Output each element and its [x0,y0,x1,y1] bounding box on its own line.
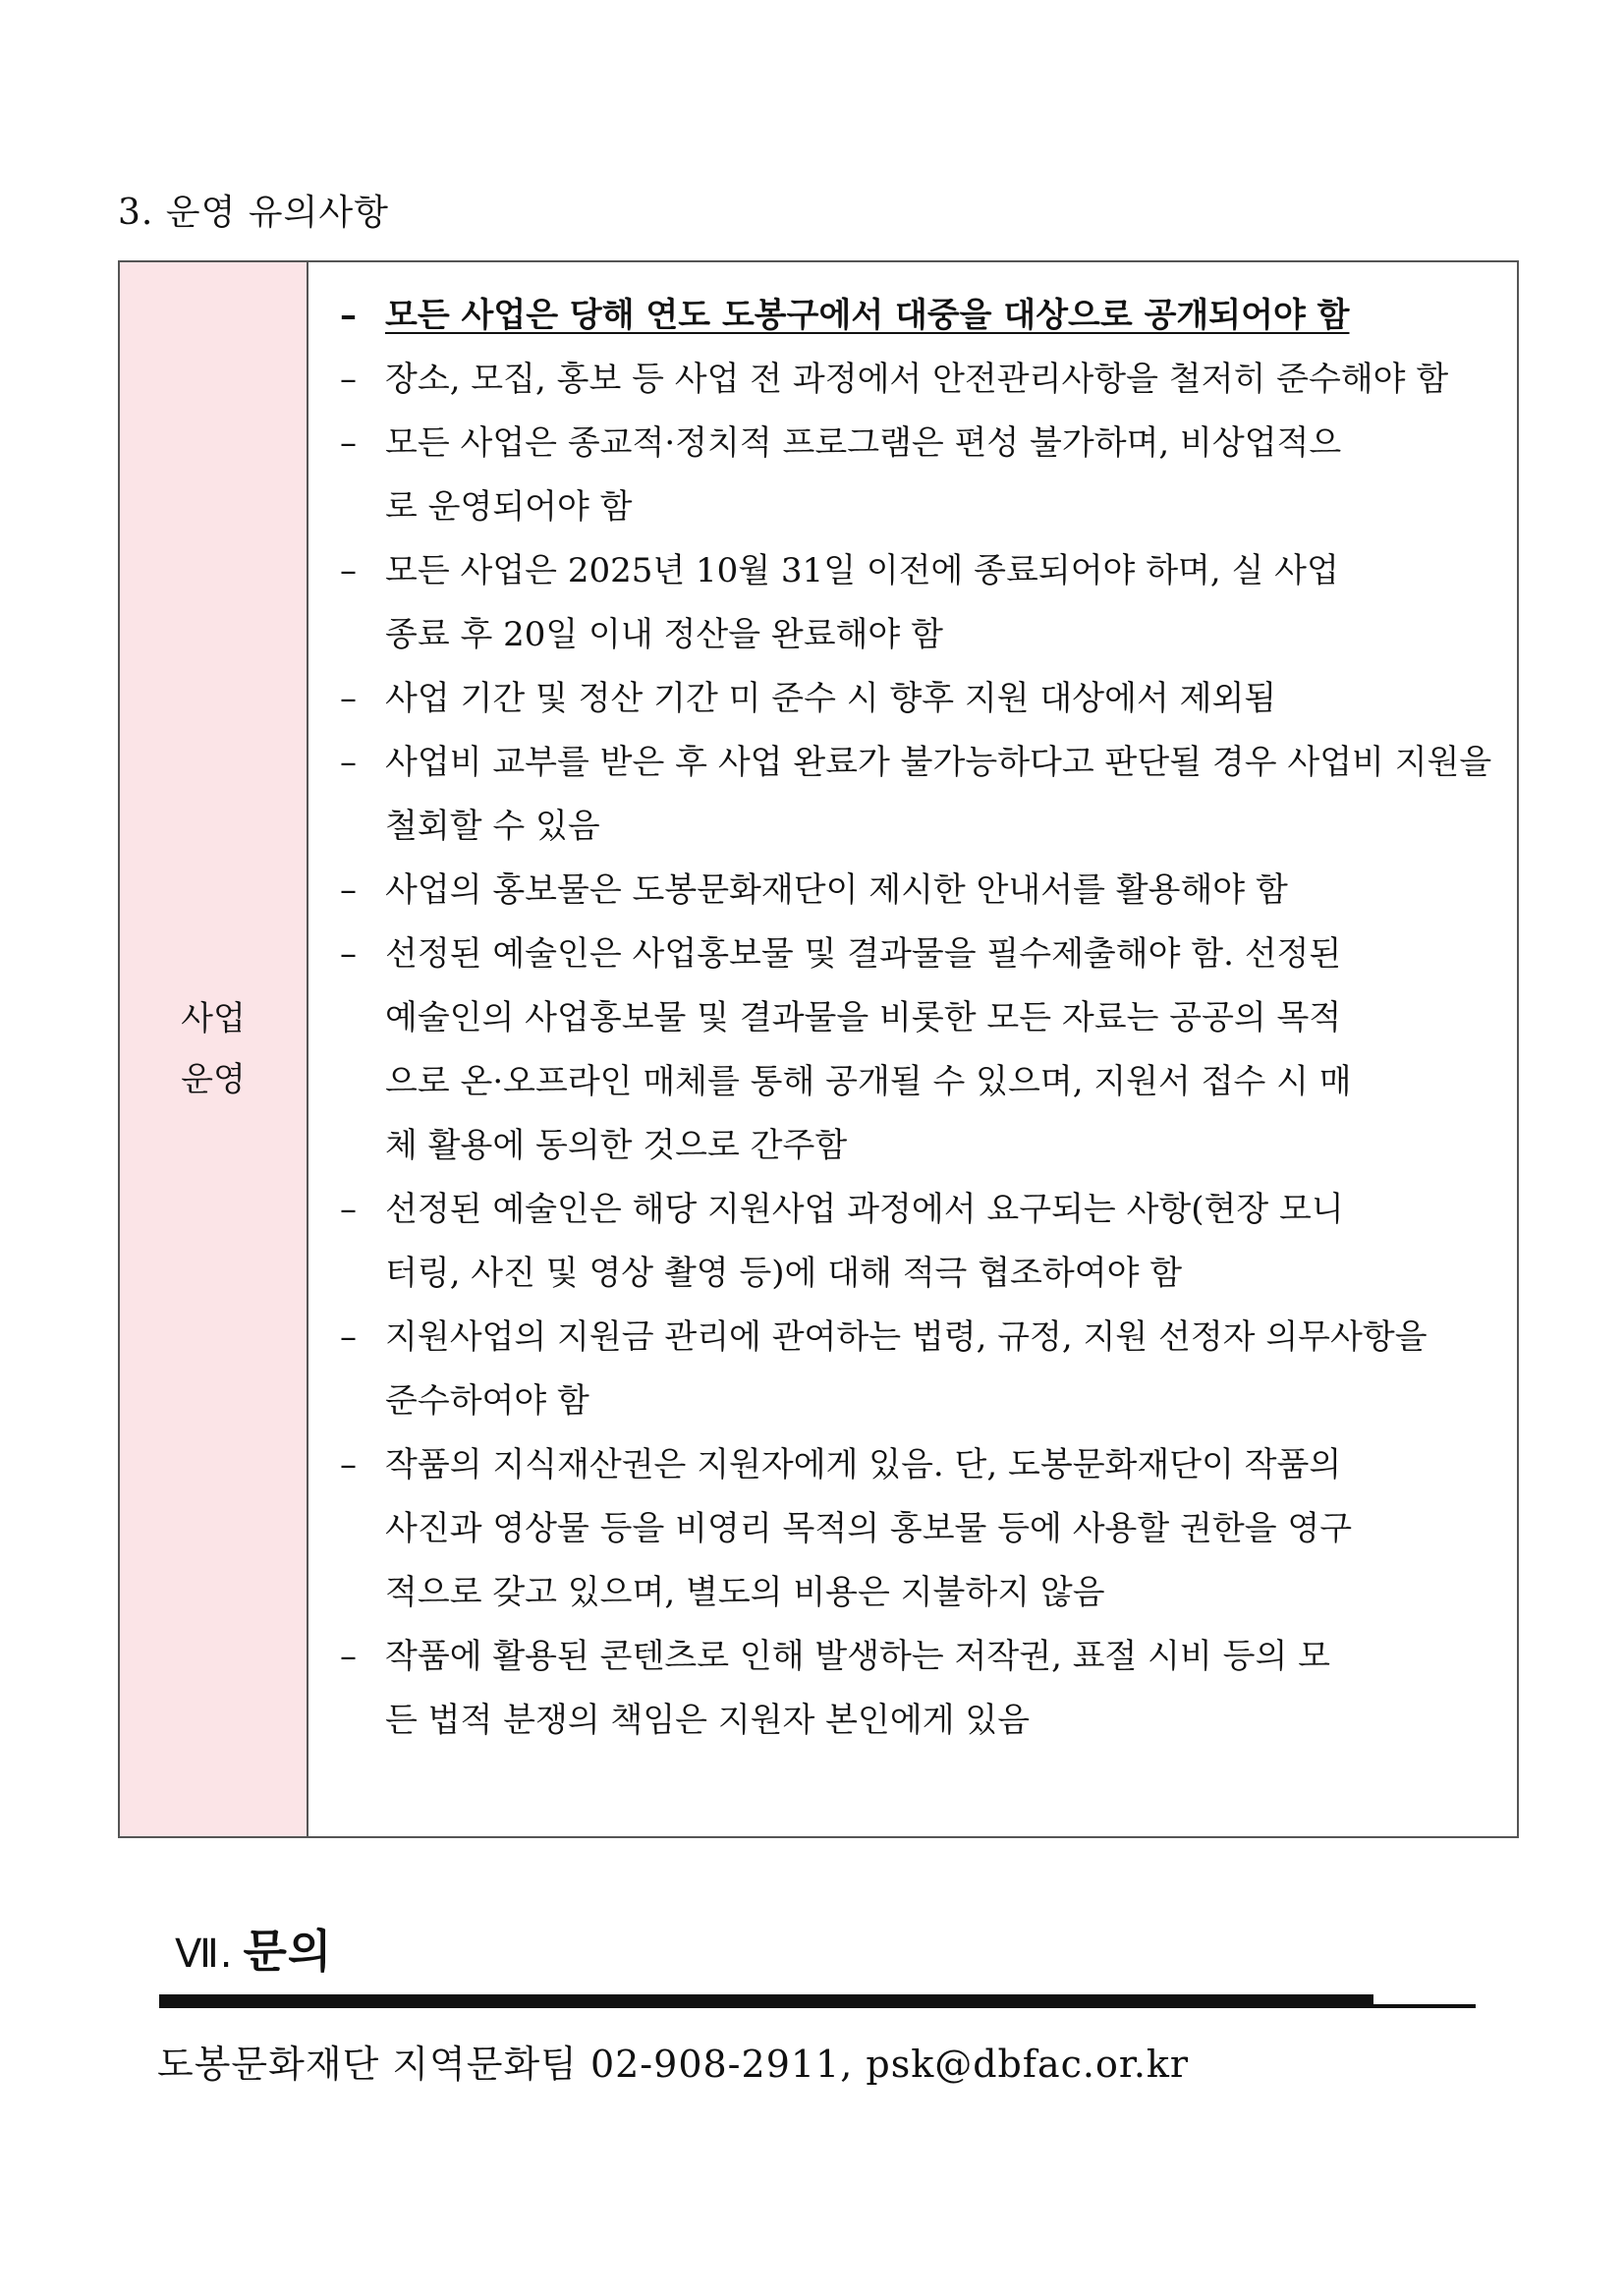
list-item-text: 사업비 교부를 받은 후 사업 완료가 불가능하다고 판단될 경우 사업비 지원을 [385,743,1492,782]
list-item-line [340,1306,1505,1370]
bullet-dash: – [340,1317,357,1357]
list-item-text: 든 법적 분쟁의 책임은 지원자 본인에게 있음 [385,1701,1031,1740]
operation-notes-table [118,260,1519,1838]
row-label-line: 운영 [181,1060,246,1099]
heading-rule-tail [1373,2004,1476,2008]
bullet-dash: – [340,551,357,590]
list-item-continuation [340,1561,1505,1625]
notes-list-item [340,731,1505,859]
list-item-text: 종료 후 20일 이내 정산을 완료해야 함 [385,615,943,654]
notes-list-item [340,667,1505,731]
notes-list-item [340,923,1505,1178]
list-item-text: 모든 사업은 종교적·정치적 프로그램은 편성 불가하며, 비상업적으 [385,423,1342,463]
list-item-text: 작품의 지식재산권은 지원자에게 있음. 단, 도봉문화재단이 작품의 [385,1445,1342,1484]
list-item-text: 모든 사업은 당해 연도 도봉구에서 대중을 대상으로 공개되어야 함 [385,296,1350,335]
bullet-dash: – [340,360,357,399]
inquiry-heading [175,1916,332,1981]
heading-rule [159,1994,1373,2008]
list-item-line [340,731,1505,795]
list-item-text: 철회할 수 있음 [385,807,600,846]
notes-list-item [340,284,1505,348]
list-item-text: 예술인의 사업홍보물 및 결과물을 비롯한 모든 자료는 공공의 목적 [385,998,1342,1037]
list-item-text: 사업 기간 및 정산 기간 미 준수 시 향후 지원 대상에서 제외됨 [385,679,1277,718]
list-item-text: 체 활용에 동의한 것으로 간주함 [385,1126,848,1165]
list-item-continuation [340,1242,1505,1306]
notes-list-item [340,1306,1505,1433]
list-item-line [340,923,1505,986]
notes-list-item [340,348,1505,412]
bullet-dash: – [340,679,357,718]
contact-info: 도봉문화재단 지역문화팀 02-908-2911, psk@dbfac.or.kr [157,2043,1190,2086]
row-label-line: 사업 [181,999,246,1038]
list-item-text: 준수하여야 함 [385,1381,589,1421]
inquiry-section-number: Ⅶ. [175,1932,234,1977]
notes-list-item [340,412,1505,539]
bullet-dash: – [340,934,357,974]
bullet-dash: – [340,743,357,782]
list-item-text: 선정된 예술인은 사업홍보물 및 결과물을 필수제출해야 함. 선정된 [385,934,1342,974]
notes-list-item [340,859,1505,923]
list-item-line [340,859,1505,923]
list-item-text: 으로 온·오프라인 매체를 통해 공개될 수 있으며, 지원서 접수 시 매 [385,1062,1352,1101]
list-item-continuation [340,795,1505,859]
list-item-line [340,284,1505,348]
list-item-text: 터링, 사진 및 영상 촬영 등)에 대해 적극 협조하여야 함 [385,1254,1183,1293]
list-item-text: 선정된 예술인은 해당 지원사업 과정에서 요구되는 사항(현장 모니 [385,1190,1344,1229]
list-item-text: 로 운영되어야 함 [385,487,633,527]
list-item-text: 지원사업의 지원금 관리에 관여하는 법령, 규정, 지원 선정자 의무사항을 [385,1317,1428,1357]
list-item-line [340,1625,1505,1689]
list-item-continuation [340,476,1505,539]
list-item-continuation [340,986,1505,1050]
row-label [181,988,246,1110]
list-item-continuation [340,1370,1505,1433]
notes-list-item [340,1178,1505,1306]
list-item-continuation [340,1050,1505,1114]
list-item-text: 장소, 모집, 홍보 등 사업 전 과정에서 안전관리사항을 철저히 준수해야 함 [385,360,1449,399]
list-item-text: 사진과 영상물 등을 비영리 목적의 홍보물 등에 사용할 권한을 영구 [385,1509,1353,1548]
list-item-line [340,348,1505,412]
list-item-continuation [340,1497,1505,1561]
list-item-continuation [340,603,1505,667]
bullet-dash: – [340,423,357,463]
inquiry-title: 문의 [243,1925,333,1978]
section-heading: 3. 운영 유의사항 [118,193,389,233]
list-item-line [340,667,1505,731]
list-item-line [340,412,1505,476]
bullet-dash: – [340,296,357,335]
list-item-text: 적으로 갖고 있으며, 별도의 비용은 지불하지 않음 [385,1573,1105,1612]
notes-list-item [340,539,1505,667]
list-item-text: 사업의 홍보물은 도봉문화재단이 제시한 안내서를 활용해야 함 [385,870,1288,910]
notes-list-item [340,1625,1505,1753]
row-label-cell [120,262,308,1836]
list-item-line [340,539,1505,603]
list-item-text: 작품에 활용된 콘텐츠로 인해 발생하는 저작권, 표절 시비 등의 모 [385,1637,1331,1676]
list-item-line [340,1178,1505,1242]
notes-content-cell [308,262,1517,1836]
notes-list-item [340,1433,1505,1625]
list-item-continuation [340,1114,1505,1178]
bullet-dash: – [340,1637,357,1676]
bullet-dash: – [340,870,357,910]
bullet-dash: – [340,1190,357,1229]
list-item-continuation [340,1689,1505,1753]
list-item-line [340,1433,1505,1497]
bullet-dash: – [340,1445,357,1484]
list-item-text: 모든 사업은 2025년 10월 31일 이전에 종료되어야 하며, 실 사업 [385,551,1339,590]
